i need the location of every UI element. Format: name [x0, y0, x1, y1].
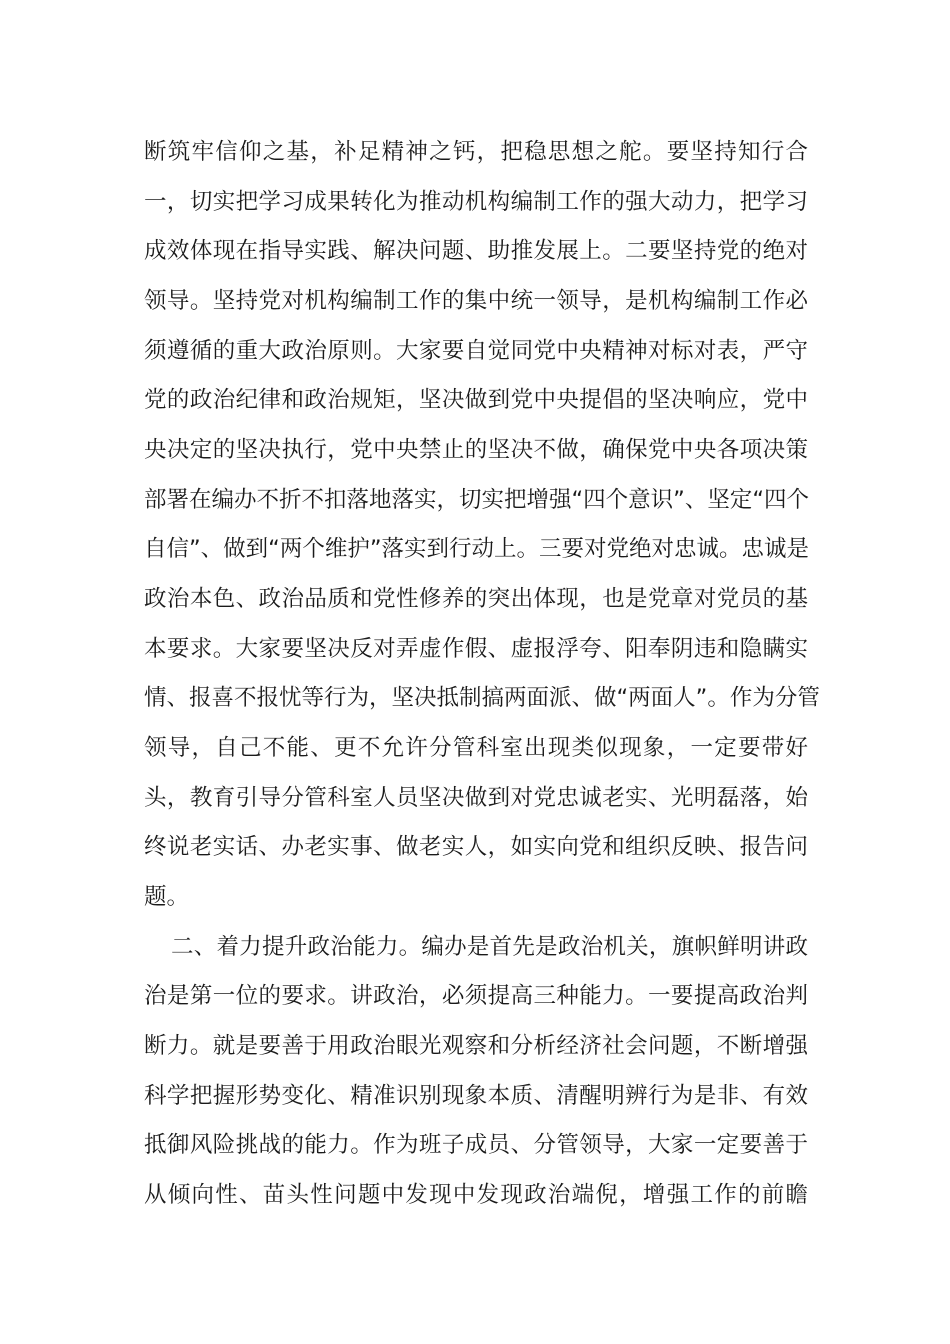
- text-line: 党的政治纪律和政治规矩，坚决做到党中央提倡的坚决响应，党中: [144, 387, 808, 413]
- text-line: 部署在编办不折不扣落地落实，切实把增强“四个意识”、坚定“四个: [144, 487, 809, 513]
- text-line: 领导。坚持党对机构编制工作的集中统一领导，是机构编制工作必: [144, 288, 808, 314]
- text-line: 情、报喜不报忧等行为，坚决抵制搞两面派、做“两面人”。作为分管: [144, 685, 820, 711]
- text-line: 头，教育引导分管科室人员坚决做到对党忠诚老实、光明磊落，始: [144, 785, 808, 811]
- text-line: 题。: [144, 884, 190, 910]
- text-line: 本要求。大家要坚决反对弄虚作假、虚报浮夸、阳奉阴违和隐瞒实: [144, 636, 808, 662]
- text-line: 断力。就是要善于用政治眼光观察和分析经济社会问题，不断增强: [144, 1033, 808, 1059]
- text-line: 领导，自己不能、更不允许分管科室出现类似现象，一定要带好: [144, 735, 808, 761]
- text-line: 抵御风险挑战的能力。作为班子成员、分管领导，大家一定要善于: [144, 1132, 808, 1158]
- text-line: 央决定的坚决执行，党中央禁止的坚决不做，确保党中央各项决策: [144, 437, 808, 463]
- text-line: 自信”、做到“两个维护”落实到行动上。三要对党绝对忠诚。忠诚是: [144, 536, 809, 562]
- paragraph-heading-line: 二、着力提升政治能力。编办是首先是政治机关，旗帜鲜明讲政: [171, 934, 808, 960]
- text-line: 政治本色、政治品质和党性修养的突出体现，也是党章对党员的基: [144, 586, 808, 612]
- text-line: 治是第一位的要求。讲政治，必须提高三种能力。一要提高政治判: [144, 983, 808, 1009]
- text-line: 终说老实话、办老实事、做老实人，如实向党和组织反映、报告问: [144, 834, 808, 860]
- text-line: 科学把握形势变化、精准识别现象本质、清醒明辨行为是非、有效: [144, 1083, 808, 1109]
- text-line: 一，切实把学习成果转化为推动机构编制工作的强大动力，把学习: [144, 189, 808, 215]
- text-line: 成效体现在指导实践、解决问题、助推发展上。二要坚持党的绝对: [144, 238, 808, 264]
- text-line: 断筑牢信仰之基，补足精神之钙，把稳思想之舵。要坚持知行合: [144, 139, 808, 165]
- text-line: 从倾向性、苗头性问题中发现中发现政治端倪，增强工作的前瞻: [144, 1182, 808, 1208]
- text-line: 须遵循的重大政治原则。大家要自觉同党中央精神对标对表，严守: [144, 338, 808, 364]
